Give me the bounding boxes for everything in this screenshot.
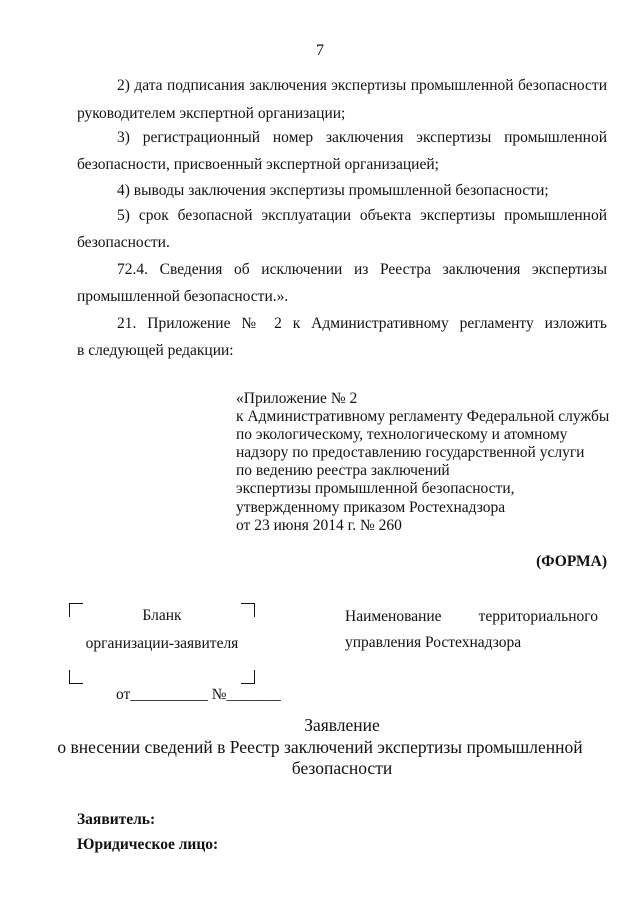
blank-box-line: организации-заявителя <box>85 635 239 652</box>
paragraph-line: безопасности, присвоенный экспертной организацией; <box>77 156 439 173</box>
appendix-line: по ведению реестра заключений <box>236 462 450 480</box>
statement-subtitle: о внесении сведений в Реестр заключений экспертизы промышленной <box>57 737 583 757</box>
appendix-line: «Приложение № 2 <box>236 390 358 407</box>
paragraph-line: в следующей редакции: <box>77 342 234 359</box>
blank-box-line: Бланк <box>142 607 182 624</box>
organization-blank-box <box>69 603 255 684</box>
territorial-line: управления Ростехнадзора <box>345 634 522 651</box>
territorial-line: Наименование территориального <box>345 608 598 625</box>
statement-subtitle: безопасности <box>291 758 393 778</box>
paragraph-line: руководителем экспертной организации; <box>77 105 346 122</box>
appendix-line: надзору по предоставлению государственной услуги <box>236 444 585 462</box>
form-label: (ФОРМА) <box>536 553 607 570</box>
date-number-line: от__________ №_______ <box>116 686 281 703</box>
legal-entity-label: Юридическое лицо: <box>77 836 219 853</box>
page-number: 7 <box>316 42 324 59</box>
paragraph-line: 2) дата подписания заключения экспертизы промышленной безопасности <box>117 77 607 94</box>
statement-title: Заявление <box>304 715 380 735</box>
paragraph-line: промышленной безопасности.». <box>77 288 289 305</box>
paragraph-line: 72.4. Сведения об исключении из Реестра заключения экспертизы <box>117 261 607 278</box>
applicant-label: Заявитель: <box>77 811 156 828</box>
paragraph-line: 21. Приложение № 2 к Административному регламенту изложить <box>117 315 607 332</box>
appendix-line: утвержденному приказом Ростехнадзора <box>236 498 506 516</box>
appendix-line: к Административному регламенту Федеральной службы <box>236 408 610 426</box>
paragraph-line: 5) срок безопасной эксплуатации объекта экспертизы промышленной <box>117 207 607 224</box>
paragraph-line: 3) регистрационный номер заключения экспертизы промышленной <box>117 129 607 146</box>
appendix-line: по экологическому, технологическому и атомному <box>236 426 568 444</box>
appendix-line: экспертизы промышленной безопасности, <box>236 480 515 498</box>
paragraph-line: 4) выводы заключения экспертизы промышленной безопасности; <box>117 182 549 199</box>
appendix-header <box>236 390 609 535</box>
paragraph-line: безопасности. <box>77 234 170 251</box>
appendix-line: от 23 июня 2014 г. № 260 <box>236 516 402 534</box>
